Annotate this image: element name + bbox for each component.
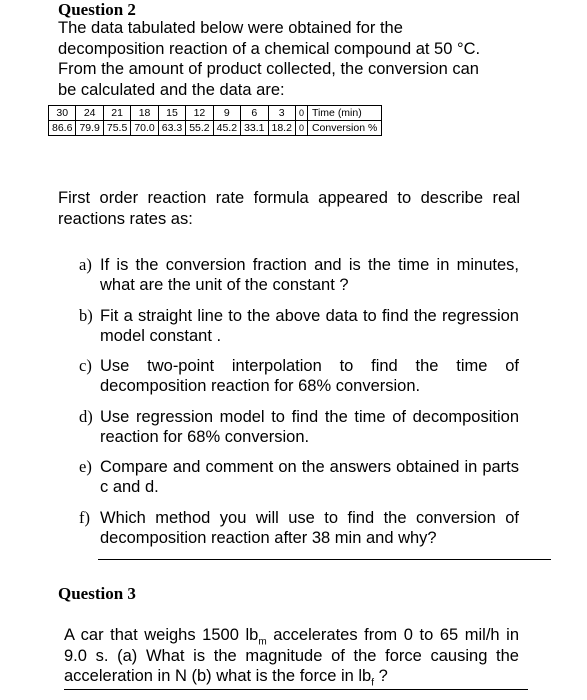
part-text: Use two-point interpolation to find the time of decomposition reaction for 68% conversion.	[100, 357, 519, 395]
q3-text-part: ?	[374, 667, 388, 685]
time-cell: 12	[186, 106, 213, 121]
part-text: Which method you will use to find the conversion of decomposition reaction after 38 min and why?	[100, 508, 519, 547]
part-text: Use regression model to find the time of decomposition reaction for 68% conversion.	[100, 407, 519, 446]
intro-line: The data tabulated below were obtained for the	[58, 19, 403, 37]
question-parts-list	[79, 255, 519, 558]
question-part-c	[79, 356, 519, 396]
rate-formula-paragraph: First order reaction rate formula appeared to describe real reactions rates as:	[58, 189, 520, 228]
part-letter: c)	[79, 356, 92, 375]
question-3-heading: Question 3	[58, 584, 136, 603]
unit-subscript-m: m	[258, 636, 267, 648]
time-cell: 3	[268, 106, 295, 121]
time-cell: 6	[241, 106, 268, 121]
unit-subscript-f: f	[371, 677, 375, 689]
conversion-cell: 79.9	[76, 121, 103, 136]
conversion-label-cell: Conversion %	[307, 121, 381, 136]
q3-text-part: A car that weighs 1500 lb	[64, 626, 259, 644]
question-part-d	[79, 407, 519, 447]
time-cell: 21	[103, 106, 130, 121]
intro-line: decomposition reaction of a chemical compound at 50 °C.	[58, 39, 481, 58]
time-cell: 15	[158, 106, 185, 121]
question-2-heading: Question 2	[58, 0, 136, 19]
conversion-cell: 75.5	[103, 121, 130, 136]
question-3-text	[64, 625, 519, 687]
question-part-e	[79, 457, 519, 497]
question-part-f	[79, 508, 519, 548]
time-cell: 0	[295, 106, 307, 121]
time-label-cell: Time (min)	[307, 106, 381, 121]
part-letter: d)	[79, 406, 93, 426]
section-divider	[64, 689, 528, 690]
part-letter: f)	[79, 507, 90, 527]
conversion-cell: 33.1	[241, 121, 268, 136]
conversion-row	[49, 121, 382, 136]
conversion-cell: 45.2	[213, 121, 240, 136]
part-text: Compare and comment on the answers obtained in parts c and d.	[100, 458, 519, 496]
question-part-a	[79, 255, 519, 295]
part-text: Fit a straight line to the above data to find the regression model constant .	[100, 306, 519, 345]
conversion-cell: 18.2	[268, 121, 295, 136]
q3-text-part: accelerates from 0 to 65 mil/h in 9.0 s. (a) What is the magnitude of the force causing the acceleration in N (b) what is the force in lb	[64, 626, 520, 685]
question-part-b	[79, 306, 519, 346]
conversion-cell: 86.6	[49, 121, 76, 136]
question-2-intro	[58, 18, 520, 100]
data-table	[48, 105, 382, 136]
intro-line: be calculated and the data are:	[58, 80, 285, 99]
section-divider	[98, 559, 551, 560]
time-cell: 18	[131, 106, 158, 121]
time-row	[49, 106, 382, 121]
conversion-cell: 63.3	[158, 121, 185, 136]
intro-line: From the amount of product collected, the conversion can	[58, 60, 479, 78]
time-cell: 9	[213, 106, 240, 121]
time-cell: 30	[49, 106, 76, 121]
part-letter: b)	[79, 305, 93, 325]
conversion-cell: 55.2	[186, 121, 213, 136]
part-letter: e)	[79, 457, 92, 476]
part-text: If is the conversion fraction and is the time in minutes, what are the unit of the constant ?	[100, 256, 519, 294]
conversion-cell: 0	[295, 121, 307, 136]
time-cell: 24	[76, 106, 103, 121]
part-letter: a)	[79, 255, 92, 274]
conversion-cell: 70.0	[131, 121, 158, 136]
